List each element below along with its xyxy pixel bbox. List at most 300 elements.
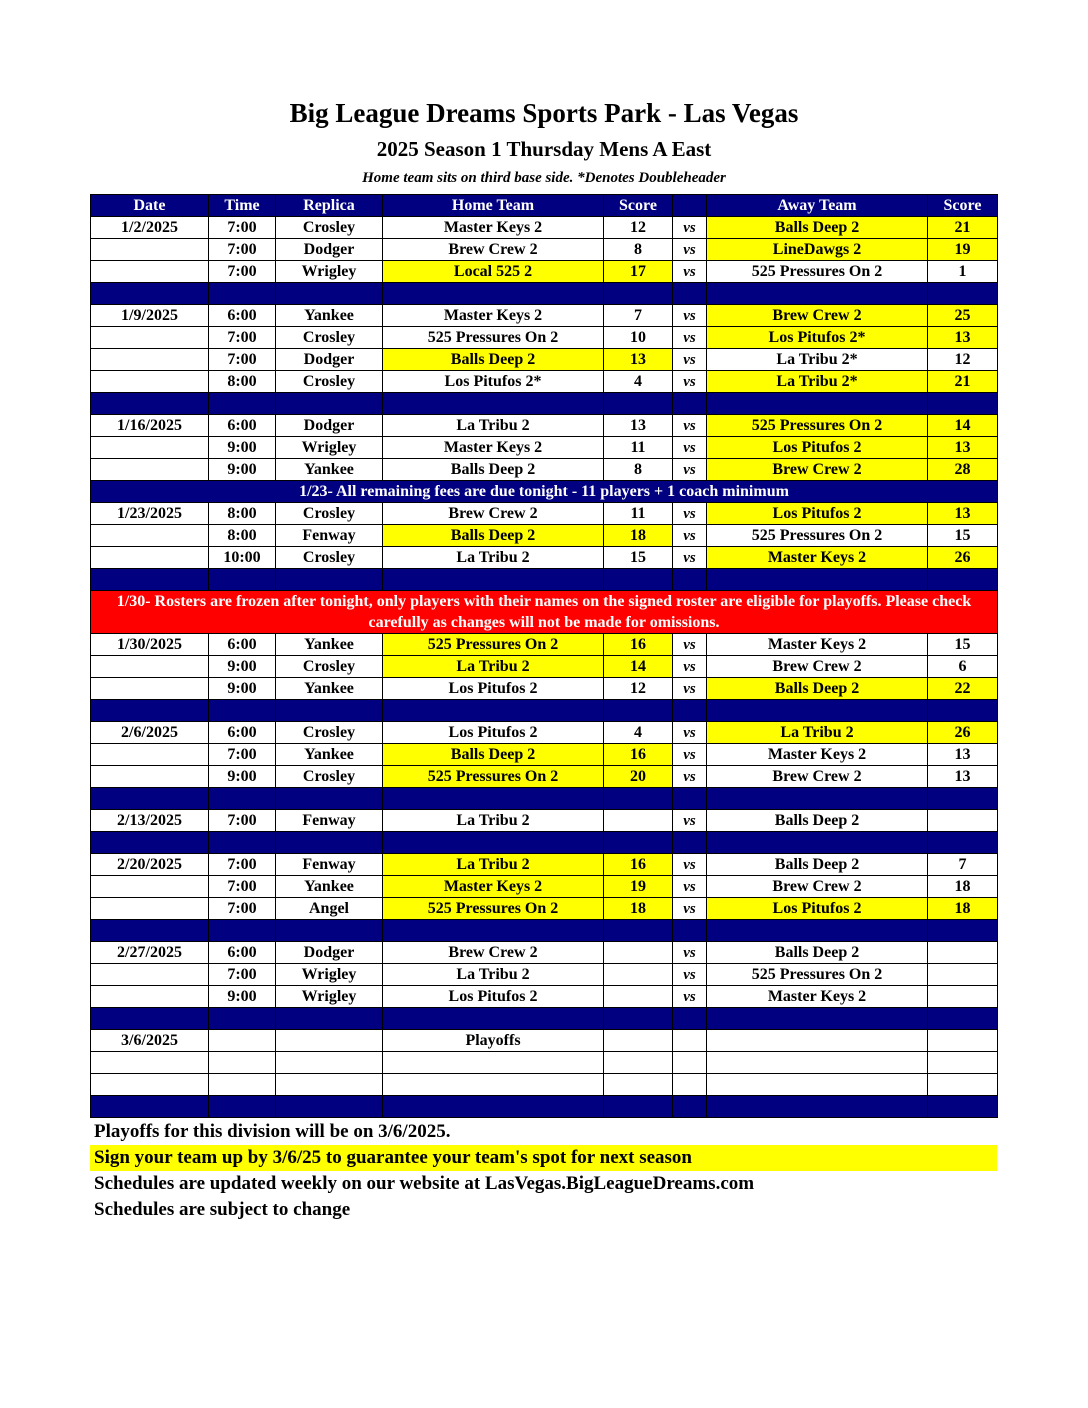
separator-cell (276, 788, 383, 810)
separator-cell (276, 283, 383, 305)
game-row (91, 964, 998, 986)
away-team: 525 Pressures On 2 (707, 525, 928, 547)
game-date: 1/9/2025 (91, 305, 209, 327)
footer-notes (90, 1119, 997, 1223)
game-time: 7:00 (209, 964, 276, 986)
separator-cell (604, 1096, 673, 1118)
away-team: Los Pitufos 2 (707, 503, 928, 525)
vs-label: vs (673, 656, 707, 678)
separator-cell (383, 700, 604, 722)
game-time: 9:00 (209, 656, 276, 678)
separator-cell (604, 393, 673, 415)
away-score (928, 810, 998, 832)
separator-cell (928, 1096, 998, 1118)
separator-cell (928, 788, 998, 810)
vs-label: vs (673, 217, 707, 239)
separator-cell (673, 832, 707, 854)
home-score: 10 (604, 327, 673, 349)
game-date: 2/20/2025 (91, 854, 209, 876)
separator-cell (673, 920, 707, 942)
away-team: 525 Pressures On 2 (707, 261, 928, 283)
away-score: 28 (928, 459, 998, 481)
home-score: 17 (604, 261, 673, 283)
game-row (91, 1074, 998, 1096)
game-date (91, 678, 209, 700)
separator-cell (209, 700, 276, 722)
separator-cell (604, 283, 673, 305)
game-time (209, 1052, 276, 1074)
away-team: 525 Pressures On 2 (707, 415, 928, 437)
game-time: 7:00 (209, 898, 276, 920)
home-team: Los Pitufos 2* (383, 371, 604, 393)
vs-label (673, 1074, 707, 1096)
separator-cell (276, 920, 383, 942)
game-time: 8:00 (209, 371, 276, 393)
fees-notice-row (91, 481, 998, 503)
week-separator-row (91, 788, 998, 810)
game-field: Crosley (276, 656, 383, 678)
away-score: 7 (928, 854, 998, 876)
away-team (707, 1030, 928, 1052)
separator-cell (91, 1008, 209, 1030)
home-score (604, 964, 673, 986)
game-time: 6:00 (209, 415, 276, 437)
home-team: Brew Crew 2 (383, 503, 604, 525)
home-team: La Tribu 2 (383, 810, 604, 832)
game-field: Dodger (276, 942, 383, 964)
home-team: Local 525 2 (383, 261, 604, 283)
game-row (91, 371, 998, 393)
away-score: 26 (928, 547, 998, 569)
home-team: Master Keys 2 (383, 217, 604, 239)
away-team: Brew Crew 2 (707, 876, 928, 898)
home-score: 12 (604, 678, 673, 700)
game-field: Crosley (276, 766, 383, 788)
away-score: 12 (928, 349, 998, 371)
home-score (604, 986, 673, 1008)
home-score: 8 (604, 239, 673, 261)
game-time: 6:00 (209, 634, 276, 656)
game-field: Yankee (276, 459, 383, 481)
separator-cell (91, 569, 209, 591)
week-separator-row (91, 920, 998, 942)
game-row (91, 305, 998, 327)
home-score: 18 (604, 525, 673, 547)
away-score (928, 1074, 998, 1096)
game-row (91, 503, 998, 525)
game-date (91, 525, 209, 547)
separator-cell (673, 1096, 707, 1118)
game-time: 8:00 (209, 503, 276, 525)
separator-cell (928, 832, 998, 854)
separator-cell (928, 920, 998, 942)
game-date: 3/6/2025 (91, 1030, 209, 1052)
away-score: 13 (928, 503, 998, 525)
header-away-score: Score (928, 195, 998, 217)
home-score: 13 (604, 415, 673, 437)
separator-cell (707, 393, 928, 415)
game-row (91, 986, 998, 1008)
game-field: Crosley (276, 327, 383, 349)
separator-cell (91, 788, 209, 810)
separator-cell (276, 1096, 383, 1118)
game-date (91, 437, 209, 459)
game-field (276, 1052, 383, 1074)
vs-label: vs (673, 503, 707, 525)
home-score: 8 (604, 459, 673, 481)
separator-cell (276, 1008, 383, 1030)
separator-cell (91, 1096, 209, 1118)
separator-cell (276, 700, 383, 722)
game-date (91, 459, 209, 481)
game-date (91, 876, 209, 898)
away-team: Balls Deep 2 (707, 854, 928, 876)
game-date: 2/27/2025 (91, 942, 209, 964)
separator-cell (604, 1008, 673, 1030)
away-score: 18 (928, 876, 998, 898)
game-row (91, 349, 998, 371)
week-separator-row (91, 569, 998, 591)
game-time: 7:00 (209, 217, 276, 239)
game-time: 10:00 (209, 547, 276, 569)
game-row (91, 942, 998, 964)
game-field: Crosley (276, 503, 383, 525)
separator-cell (707, 1008, 928, 1030)
home-team: Balls Deep 2 (383, 744, 604, 766)
game-row (91, 634, 998, 656)
game-field: Crosley (276, 547, 383, 569)
game-row (91, 437, 998, 459)
game-date: 1/2/2025 (91, 217, 209, 239)
separator-cell (276, 832, 383, 854)
home-team: Balls Deep 2 (383, 349, 604, 371)
game-time (209, 1030, 276, 1052)
game-time: 9:00 (209, 678, 276, 700)
away-team: La Tribu 2* (707, 349, 928, 371)
separator-cell (383, 920, 604, 942)
away-team: Brew Crew 2 (707, 459, 928, 481)
separator-cell (209, 393, 276, 415)
home-team: La Tribu 2 (383, 415, 604, 437)
game-time: 7:00 (209, 327, 276, 349)
vs-label: vs (673, 766, 707, 788)
game-field: Yankee (276, 634, 383, 656)
game-time: 7:00 (209, 239, 276, 261)
away-score (928, 986, 998, 1008)
game-field: Crosley (276, 371, 383, 393)
separator-cell (91, 920, 209, 942)
home-score (604, 810, 673, 832)
separator-cell (383, 569, 604, 591)
separator-cell (604, 788, 673, 810)
home-score (604, 942, 673, 964)
game-row (91, 898, 998, 920)
game-time: 9:00 (209, 459, 276, 481)
week-separator-row (91, 1008, 998, 1030)
game-field: Wrigley (276, 964, 383, 986)
home-team: Los Pitufos 2 (383, 678, 604, 700)
game-field: Yankee (276, 744, 383, 766)
game-field: Fenway (276, 525, 383, 547)
game-field: Yankee (276, 678, 383, 700)
game-date (91, 239, 209, 261)
home-team: Balls Deep 2 (383, 459, 604, 481)
away-team: Brew Crew 2 (707, 766, 928, 788)
away-team: La Tribu 2* (707, 371, 928, 393)
game-time: 9:00 (209, 437, 276, 459)
away-team: 525 Pressures On 2 (707, 964, 928, 986)
vs-label: vs (673, 942, 707, 964)
separator-cell (707, 788, 928, 810)
week-separator-row (91, 1096, 998, 1118)
game-row (91, 547, 998, 569)
home-score: 19 (604, 876, 673, 898)
vs-label: vs (673, 744, 707, 766)
separator-cell (928, 393, 998, 415)
game-field: Fenway (276, 854, 383, 876)
game-row (91, 217, 998, 239)
schedule-table (90, 194, 998, 1118)
away-team: Master Keys 2 (707, 744, 928, 766)
separator-cell (383, 788, 604, 810)
away-team: Los Pitufos 2 (707, 437, 928, 459)
away-score: 21 (928, 217, 998, 239)
game-row (91, 656, 998, 678)
game-row (91, 327, 998, 349)
week-separator-row (91, 283, 998, 305)
game-time: 7:00 (209, 744, 276, 766)
separator-cell (209, 788, 276, 810)
game-row (91, 261, 998, 283)
separator-cell (91, 700, 209, 722)
separator-cell (928, 569, 998, 591)
away-score: 13 (928, 437, 998, 459)
home-score: 11 (604, 503, 673, 525)
game-row (91, 525, 998, 547)
vs-label: vs (673, 305, 707, 327)
vs-label: vs (673, 371, 707, 393)
game-field: Yankee (276, 305, 383, 327)
vs-label: vs (673, 854, 707, 876)
home-score: 15 (604, 547, 673, 569)
away-team: Master Keys 2 (707, 986, 928, 1008)
game-date (91, 261, 209, 283)
away-team: Balls Deep 2 (707, 810, 928, 832)
separator-cell (91, 393, 209, 415)
home-team: Los Pitufos 2 (383, 986, 604, 1008)
away-score: 25 (928, 305, 998, 327)
away-score: 14 (928, 415, 998, 437)
away-team: Master Keys 2 (707, 547, 928, 569)
vs-label: vs (673, 525, 707, 547)
home-team (383, 1074, 604, 1096)
vs-label (673, 1030, 707, 1052)
away-team: Master Keys 2 (707, 634, 928, 656)
home-score: 11 (604, 437, 673, 459)
notice-text: 1/30- Rosters are frozen after tonight, only players with their names on the signed roster are eligible for playoffs. Please check carefully as changes will not be made for omissions. (91, 591, 998, 634)
home-score: 4 (604, 722, 673, 744)
separator-cell (673, 1008, 707, 1030)
home-team: Master Keys 2 (383, 437, 604, 459)
game-row (91, 1052, 998, 1074)
game-field (276, 1030, 383, 1052)
away-team: LineDawgs 2 (707, 239, 928, 261)
game-date: 1/23/2025 (91, 503, 209, 525)
home-team-note: Home team sits on third base side. *Denotes Doubleheader (362, 170, 726, 186)
away-team: Balls Deep 2 (707, 678, 928, 700)
game-time: 7:00 (209, 810, 276, 832)
game-time: 9:00 (209, 986, 276, 1008)
home-score: 16 (604, 854, 673, 876)
away-team: Balls Deep 2 (707, 217, 928, 239)
away-score (928, 942, 998, 964)
roster-notice-row (91, 591, 998, 634)
week-separator-row (91, 832, 998, 854)
game-field: Dodger (276, 349, 383, 371)
footer-line: Schedules are subject to change (94, 1199, 351, 1220)
home-team: 525 Pressures On 2 (383, 634, 604, 656)
game-date: 2/13/2025 (91, 810, 209, 832)
game-date: 2/6/2025 (91, 722, 209, 744)
game-date (91, 1074, 209, 1096)
vs-label: vs (673, 437, 707, 459)
home-score: 4 (604, 371, 673, 393)
game-row (91, 854, 998, 876)
game-field: Dodger (276, 239, 383, 261)
home-team: 525 Pressures On 2 (383, 766, 604, 788)
vs-label: vs (673, 547, 707, 569)
home-team: La Tribu 2 (383, 854, 604, 876)
home-score: 20 (604, 766, 673, 788)
separator-cell (209, 283, 276, 305)
game-field: Yankee (276, 876, 383, 898)
game-field: Dodger (276, 415, 383, 437)
home-team (383, 1052, 604, 1074)
footer-line: Schedules are updated weekly on our website at LasVegas.BigLeagueDreams.com (94, 1173, 755, 1194)
away-score: 21 (928, 371, 998, 393)
game-field: Wrigley (276, 986, 383, 1008)
game-time: 6:00 (209, 722, 276, 744)
schedule-body (91, 217, 998, 1118)
week-separator-row (91, 700, 998, 722)
game-date (91, 744, 209, 766)
separator-cell (673, 283, 707, 305)
separator-cell (91, 832, 209, 854)
game-time: 7:00 (209, 876, 276, 898)
vs-label (673, 1052, 707, 1074)
game-field: Fenway (276, 810, 383, 832)
game-row (91, 678, 998, 700)
header-away-team: Away Team (707, 195, 928, 217)
separator-cell (91, 283, 209, 305)
away-score: 19 (928, 239, 998, 261)
vs-label: vs (673, 415, 707, 437)
home-score (604, 1030, 673, 1052)
separator-cell (673, 393, 707, 415)
home-team: Brew Crew 2 (383, 942, 604, 964)
separator-cell (209, 1008, 276, 1030)
away-score: 13 (928, 744, 998, 766)
game-date (91, 1052, 209, 1074)
vs-label: vs (673, 634, 707, 656)
home-score: 7 (604, 305, 673, 327)
signup-reminder: Sign your team up by 3/6/25 to guarantee your team's spot for next season (90, 1145, 997, 1171)
game-time: 6:00 (209, 942, 276, 964)
away-team: Brew Crew 2 (707, 305, 928, 327)
notice-text: 1/23- All remaining fees are due tonight - 11 players + 1 coach minimum (91, 481, 998, 503)
footer-line: Playoffs for this division will be on 3/6/2025. (94, 1121, 451, 1142)
game-date (91, 766, 209, 788)
home-score: 16 (604, 634, 673, 656)
separator-cell (707, 700, 928, 722)
separator-cell (209, 832, 276, 854)
header-home-team: Home Team (383, 195, 604, 217)
game-time: 7:00 (209, 854, 276, 876)
separator-cell (707, 1096, 928, 1118)
page-title: Big League Dreams Sports Park - Las Vegas (289, 98, 799, 128)
separator-cell (673, 700, 707, 722)
home-score: 16 (604, 744, 673, 766)
game-time: 9:00 (209, 766, 276, 788)
separator-cell (707, 283, 928, 305)
game-date (91, 371, 209, 393)
away-team (707, 1074, 928, 1096)
home-score: 14 (604, 656, 673, 678)
game-row (91, 810, 998, 832)
game-field: Wrigley (276, 437, 383, 459)
away-score: 13 (928, 327, 998, 349)
game-date (91, 656, 209, 678)
away-score: 18 (928, 898, 998, 920)
game-time: 8:00 (209, 525, 276, 547)
away-score: 26 (928, 722, 998, 744)
vs-label: vs (673, 239, 707, 261)
home-score: 12 (604, 217, 673, 239)
game-row (91, 415, 998, 437)
vs-label: vs (673, 349, 707, 371)
vs-label: vs (673, 810, 707, 832)
separator-cell (604, 700, 673, 722)
away-score: 13 (928, 766, 998, 788)
separator-cell (209, 1096, 276, 1118)
separator-cell (276, 393, 383, 415)
away-score: 22 (928, 678, 998, 700)
away-score: 15 (928, 525, 998, 547)
game-row (91, 766, 998, 788)
header-row (91, 195, 998, 217)
separator-cell (707, 569, 928, 591)
game-date (91, 349, 209, 371)
home-team: Master Keys 2 (383, 876, 604, 898)
home-team: Master Keys 2 (383, 305, 604, 327)
home-team: Los Pitufos 2 (383, 722, 604, 744)
away-team: Los Pitufos 2 (707, 898, 928, 920)
game-row (91, 722, 998, 744)
home-team: 525 Pressures On 2 (383, 327, 604, 349)
game-time: 7:00 (209, 349, 276, 371)
separator-cell (707, 832, 928, 854)
game-row (91, 876, 998, 898)
home-team: La Tribu 2 (383, 656, 604, 678)
header-time: Time (209, 195, 276, 217)
game-date: 1/16/2025 (91, 415, 209, 437)
game-field (276, 1074, 383, 1096)
game-field: Crosley (276, 217, 383, 239)
game-row (91, 459, 998, 481)
separator-cell (276, 569, 383, 591)
vs-label: vs (673, 261, 707, 283)
vs-label: vs (673, 722, 707, 744)
